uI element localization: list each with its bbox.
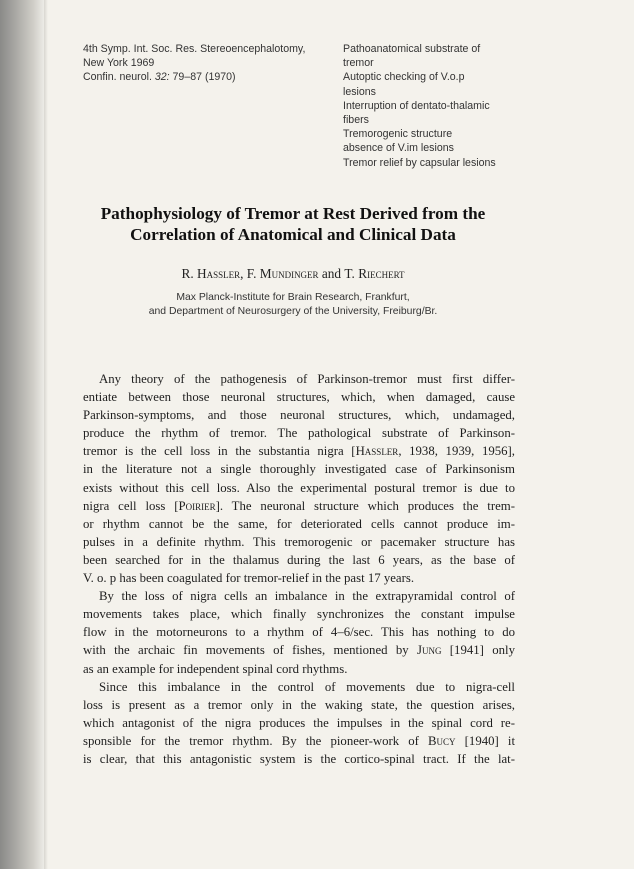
body-line: or rhythm cannot be the same, for deteriorated cells cannot produce im-	[83, 516, 515, 531]
title-line-2: Correlation of Anatomical and Clinical Data	[130, 225, 456, 244]
body-line: By the loss of nigra cells an imbalance in the extrapyramidal control of	[99, 589, 515, 604]
affiliation-line-2: and Department of Neurosurgery of the University, Freiburg/Br.	[148, 306, 438, 317]
keywords-block	[343, 42, 553, 170]
keyword-line: Pathoanatomical substrate of	[343, 43, 481, 55]
page-binding-shadow	[0, 0, 44, 869]
keyword-line: tremor	[343, 57, 374, 70]
body-line: been searched for in the thalamus during the last 6 years, as the base of	[83, 552, 515, 567]
author-riechert: T. Riechert	[344, 266, 405, 281]
author-separator: ,	[240, 266, 247, 281]
body-line: flow in the motorneurons to a rhythm of 4–6/sec. This has nothing to do	[83, 625, 515, 640]
body-line: sponsible for the tremor rhythm. By the pioneer-work of Bucy [1940] it	[83, 733, 515, 748]
body-line: produce the rhythm of tremor. The pathological substrate of Parkinson-	[83, 426, 515, 441]
author-list	[83, 266, 503, 282]
page-binding-edge	[44, 0, 48, 869]
body-line: as an example for independent spinal cord rhythms.	[83, 661, 348, 676]
volume-number: 32:	[154, 71, 170, 83]
body-line: which antagonist of the nigra produces the impulses in the spinal cord re-	[83, 715, 515, 730]
body-line: movements takes place, which finally synchronizes the constant impulse	[83, 607, 515, 622]
body-line: V. o. p has been coagulated for tremor-relief in the past 17 years.	[83, 571, 415, 586]
body-line: nigra cell loss [Poirier]. The neuronal structure which produces the trem-	[83, 498, 516, 513]
keyword-line: Tremor relief by capsular lesions	[343, 156, 496, 169]
body-line: Since this imbalance in the control of movements due to nigra-cell	[99, 679, 515, 694]
title-line-1: Pathophysiology of Tremor at Rest Derived from the	[100, 204, 486, 223]
affiliation-line-1: Max Planck-Institute for Brain Research, Frankfurt,	[176, 292, 410, 303]
cited-author: Jung	[416, 643, 442, 658]
keyword-line: Tremorogenic structure	[343, 128, 453, 141]
article-title	[83, 203, 503, 245]
body-line: entiate between those neuronal structures, which, when damaged, cause	[83, 390, 515, 405]
citation-line: 4th Symp. Int. Soc. Res. Stereoencephalotomy,	[83, 43, 306, 55]
affiliation	[83, 291, 503, 319]
cited-author: Bucy	[428, 733, 456, 748]
body-line: Any theory of the pathogenesis of Parkinson-tremor must first differ-	[99, 372, 515, 386]
keyword-line: absence of V.im lesions	[343, 142, 454, 155]
keyword-line: Interruption of dentato-thalamic	[343, 99, 490, 112]
cited-author: Poirier	[178, 498, 216, 513]
body-text	[83, 370, 515, 768]
citation-line: New York 1969	[83, 57, 155, 69]
body-line: Parkinson-symptoms, and those neuronal structures, which, undamaged,	[83, 408, 515, 423]
body-line: in the literature not a single thoroughly investigated case of Parkinsonism	[83, 462, 515, 477]
citation-block	[83, 42, 333, 84]
keyword-line: fibers	[343, 114, 369, 127]
body-line: loss is present as a tremor only in the waking state, the question arises,	[83, 697, 515, 712]
author-hassler: R. Hassler	[181, 266, 241, 281]
body-line: exists without this cell loss. Also the experimental postural tremor is due to	[83, 480, 515, 495]
keyword-line: lesions	[343, 85, 376, 98]
author-mundinger: F. Mundinger	[246, 266, 319, 281]
body-line: is clear, that this antagonistic system is the cortico-spinal tract. If the lat-	[83, 751, 515, 766]
citation-line	[83, 70, 333, 84]
author-separator: and	[318, 266, 345, 281]
body-line: with the archaic fin movements of fishes, mentioned by Jung [1941] only	[83, 643, 515, 658]
journal-name: Confin. neurol.	[83, 71, 155, 83]
body-line: tremor is the cell loss in the substantia nigra [Hassler, 1938, 1939, 1956],	[83, 444, 516, 459]
cited-author: Hassler	[355, 444, 399, 459]
body-line: pulses in a definite rhythm. This tremorogenic or pacemaker structure has	[83, 534, 515, 549]
page-range: 79–87 (1970)	[169, 71, 236, 83]
keyword-line: Autoptic checking of V.o.p	[343, 71, 465, 84]
